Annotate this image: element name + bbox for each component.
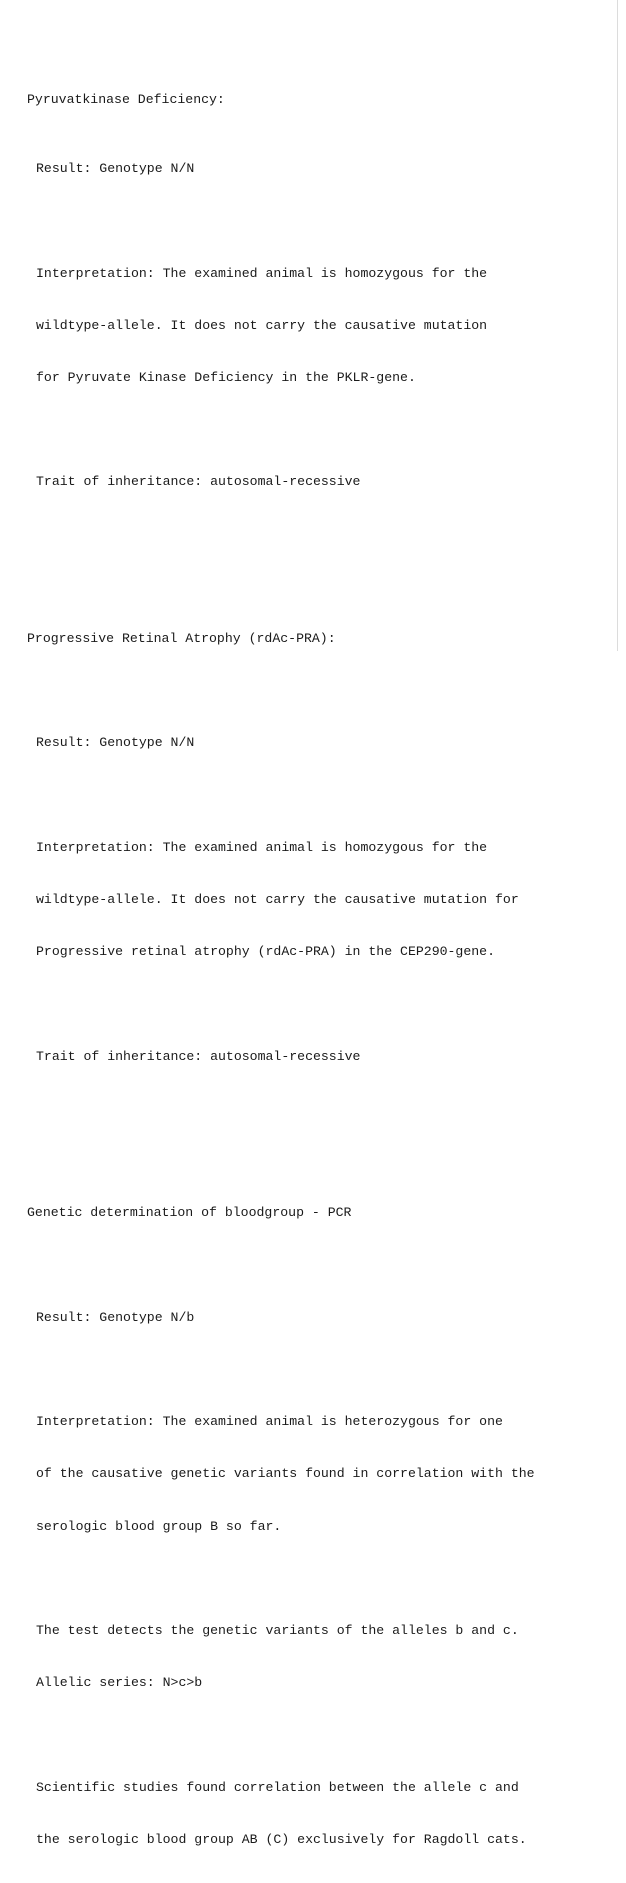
report-body: [27, 21, 535, 1883]
scientific-note-line-1: Scientific studies found correlation between the allele c and: [36, 1779, 519, 1795]
interpretation-pra-line-2: wildtype-allele. It does not carry the causative mutation for: [36, 892, 519, 908]
scientific-note-line-2: the serologic blood group AB (C) exclusively for Ragdoll cats.: [36, 1831, 527, 1847]
result-pra: Result: Genotype N/N: [36, 735, 195, 751]
interpretation-pk-line-1: Interpretation: The examined animal is homozygous for the: [36, 265, 488, 281]
interpretation-pra-line-1: Interpretation: The examined animal is homozygous for the: [36, 839, 488, 855]
interpretation-pk-line-2: wildtype-allele. It does not carry the causative mutation: [36, 317, 488, 333]
test-note-line-2: Allelic series: N>c>b: [36, 1675, 203, 1691]
section-heading-pk: Pyruvatkinase Deficiency:: [27, 91, 225, 107]
interpretation-bloodgroup-line-1: Interpretation: The examined animal is heterozygous for one: [36, 1414, 503, 1430]
interpretation-pk-line-3: for Pyruvate Kinase Deficiency in the PKLR-gene.: [36, 370, 416, 386]
trait-pra: Trait of inheritance: autosomal-recessive: [36, 1048, 361, 1064]
test-note-line-1: The test detects the genetic variants of the alleles b and c.: [36, 1622, 519, 1638]
section-heading-bloodgroup: Genetic determination of bloodgroup - PCR: [27, 1205, 352, 1221]
interpretation-bloodgroup-line-3: serologic blood group B so far.: [36, 1518, 282, 1534]
result-bloodgroup: Result: Genotype N/b: [36, 1309, 195, 1325]
section-heading-pra: Progressive Retinal Atrophy (rdAc-PRA):: [27, 631, 336, 647]
trait-pk: Trait of inheritance: autosomal-recessive: [36, 474, 361, 490]
interpretation-pra-line-3: Progressive retinal atrophy (rdAc-PRA) in the CEP290-gene.: [36, 944, 495, 960]
result-pk: Result: Genotype N/N: [36, 161, 195, 177]
interpretation-bloodgroup-line-2: of the causative genetic variants found in correlation with the: [36, 1466, 535, 1482]
